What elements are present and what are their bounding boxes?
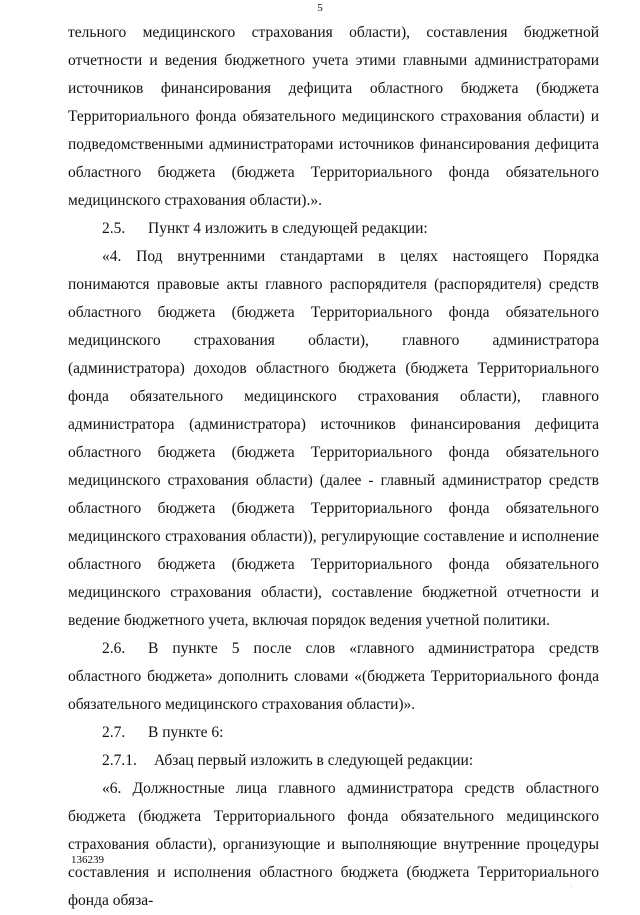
paragraph-text: «6. Должностные лица главного администратора средств областного бюджета (бюджета Территориального фонда обязательного медицинского страхования области), организующие и выполняющие внутренние процедуры составления и исполнения областного бюджета (бюджета Территориального фонда обяза- — [68, 780, 599, 909]
paragraph-item-2-6 — [68, 635, 599, 719]
margin-mark: · — [570, 884, 572, 890]
page-number: 5 — [317, 2, 323, 14]
paragraph-item-2-5 — [68, 215, 599, 243]
paragraph-continuation — [68, 19, 599, 215]
paragraph-item-2-7 — [68, 719, 599, 747]
document-code: 136239 — [71, 854, 104, 866]
item-number: 2.5. — [102, 220, 126, 237]
paragraph-text: тельного медицинского страхования области), составления бюджетной отчетности и ведения бюджетного учета этими главными администраторами источников финансирования дефицита областного бюджета (бюджета Территориального фонда обязательного медицинского страхования области) и подведомственными администраторами источников финансирования дефицита областного бюджета (бюджета Территориального фонда обязательного медицинского страхования области).». — [68, 24, 599, 209]
paragraph-item-2-7-1 — [68, 747, 599, 775]
item-number: 2.6. — [102, 640, 126, 657]
paragraph-text: Абзац первый изложить в следующей редакции: — [154, 752, 474, 769]
item-number: 2.7.1. — [102, 752, 137, 769]
document-body — [68, 19, 599, 915]
paragraph-quote-point-4 — [68, 243, 599, 635]
paragraph-quote-point-6 — [68, 775, 599, 915]
paragraph-text: В пункте 6: — [148, 724, 224, 741]
item-number: 2.7. — [102, 724, 126, 741]
paragraph-text: Пункт 4 изложить в следующей редакции: — [148, 220, 428, 237]
paragraph-text: «4. Под внутренними стандартами в целях настоящего Порядка понимаются правовые акты главного распорядителя (распорядителя) средств областного бюджета (бюджета Территориального фонда обязательного медицинского страхования области), главного администратора (администратора) доходов областного бюджета (бюджета Территориального фонда обязательного медицинского страхования области), главного администратора (администратора) источников финансирования дефицита областного бюджета (бюджета Территориального фонда обязательного медицинского страхования области) (далее - главный администратор средств областного бюджета (бюджета Территориального фонда обязательного медицинского страхования области)), регулирующие составление и исполнение областного бюджета (бюджета Территориального фонда обязательного медицинского страхования области), составление бюджетной отчетности и ведение бюджетного учета, включая порядок ведения учетной политики. — [68, 248, 599, 629]
paragraph-text: В пункте 5 после слов «главного администратора средств областного бюджета» дополнить словами «(бюджета Территориального фонда обязательного медицинского страхования области)». — [68, 640, 599, 713]
